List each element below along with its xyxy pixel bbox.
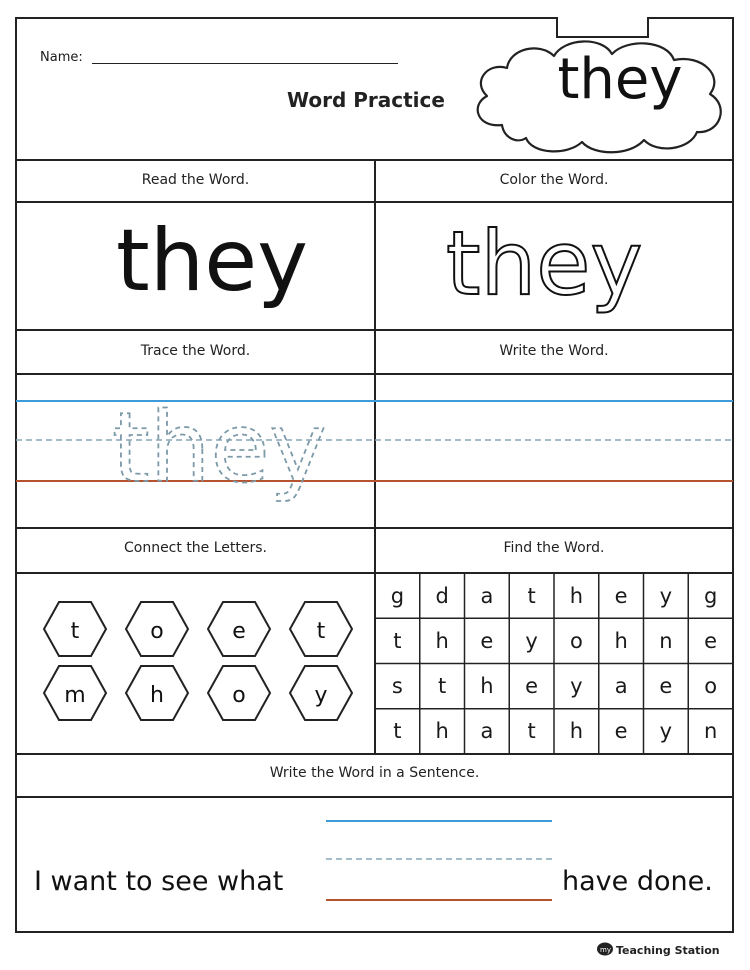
grid-letter-cell[interactable]: e bbox=[525, 674, 539, 699]
grid-letter-cell[interactable]: t bbox=[527, 583, 536, 608]
grid-letter-cell[interactable]: e bbox=[614, 583, 628, 608]
color-word-label: Color the Word. bbox=[499, 172, 609, 188]
grid-letter-cell[interactable]: n bbox=[703, 719, 718, 744]
trace-lines[interactable] bbox=[16, 374, 375, 528]
color-word-outline[interactable] bbox=[440, 210, 650, 320]
sentence-start: I want to see what bbox=[34, 866, 284, 897]
grid-letter-cell[interactable]: h bbox=[435, 719, 449, 744]
grid-letter-cell[interactable]: h bbox=[614, 628, 628, 653]
letter-hexagon[interactable] bbox=[42, 600, 108, 662]
letter-hexagon[interactable] bbox=[124, 664, 190, 726]
name-label: Name: bbox=[40, 50, 83, 65]
trace-word: they bbox=[112, 392, 327, 504]
grid-letter-cell[interactable]: h bbox=[569, 719, 584, 744]
brand-name: Teaching Station bbox=[616, 944, 720, 957]
write-word-label: Write the Word. bbox=[499, 343, 609, 359]
sentence-label: Write the Word in a Sentence. bbox=[269, 765, 480, 781]
name-input-line[interactable] bbox=[92, 63, 398, 64]
grid-letter-cell[interactable]: a bbox=[614, 674, 628, 699]
find-word-label: Find the Word. bbox=[503, 540, 605, 556]
grid-letter-cell[interactable]: y bbox=[659, 583, 673, 608]
grid-letter-cell[interactable]: t bbox=[393, 628, 402, 653]
hexagon-letter: o bbox=[150, 619, 164, 644]
hexagon-letter: o bbox=[232, 683, 246, 708]
letter-hexagon[interactable] bbox=[288, 664, 354, 726]
trace-word-label: Trace the Word. bbox=[140, 343, 251, 359]
grid-letter-cell[interactable]: e bbox=[480, 628, 494, 653]
letter-hexagon[interactable] bbox=[206, 600, 272, 662]
grid-letter-cell[interactable]: o bbox=[704, 674, 718, 699]
hexagon-letter: y bbox=[314, 683, 328, 708]
grid-letter-cell[interactable]: o bbox=[569, 628, 583, 653]
teaching-station-logo-icon bbox=[596, 941, 614, 957]
svg-text:my: my bbox=[600, 946, 611, 954]
grid-letter-cell[interactable]: e bbox=[614, 719, 628, 744]
page-title: Word Practice bbox=[287, 88, 445, 112]
hexagon-letter: h bbox=[150, 683, 164, 708]
hexagon-letter: m bbox=[64, 683, 86, 708]
grid-letter-cell[interactable]: t bbox=[393, 719, 402, 744]
grid-letter-cell[interactable]: a bbox=[480, 719, 494, 744]
read-word-label: Read the Word. bbox=[141, 172, 250, 188]
read-word: they bbox=[116, 211, 309, 311]
hexagon-letter: t bbox=[316, 619, 326, 644]
hexagon-letter: t bbox=[70, 619, 80, 644]
write-lines[interactable] bbox=[375, 374, 733, 528]
connect-letters-label: Connect the Letters. bbox=[123, 540, 268, 556]
grid-letter-cell[interactable]: h bbox=[435, 628, 449, 653]
grid-letter-cell[interactable]: e bbox=[659, 674, 673, 699]
grid-letter-cell[interactable]: y bbox=[525, 628, 538, 653]
cloud-word: they bbox=[557, 47, 683, 112]
grid-letter-cell[interactable]: h bbox=[569, 583, 584, 608]
grid-letter-cell[interactable]: h bbox=[480, 674, 494, 699]
sentence-writing-lines[interactable] bbox=[326, 812, 554, 904]
grid-letter-cell[interactable]: s bbox=[391, 674, 403, 699]
hexagon-letter: e bbox=[232, 619, 246, 644]
color-word: they bbox=[446, 212, 643, 315]
grid-letter-cell[interactable]: e bbox=[704, 628, 718, 653]
sentence-end: have done. bbox=[562, 866, 713, 897]
grid-letter-cell[interactable]: t bbox=[438, 674, 447, 699]
grid-letter-cell[interactable]: g bbox=[703, 583, 718, 608]
letter-hexagon[interactable] bbox=[42, 664, 108, 726]
grid-letter-cell[interactable]: n bbox=[659, 628, 673, 653]
grid-letter-cell[interactable]: y bbox=[659, 719, 673, 744]
grid-letter-cell[interactable]: y bbox=[570, 674, 583, 699]
letter-hexagon[interactable] bbox=[124, 600, 190, 662]
grid-letter-cell[interactable]: d bbox=[435, 583, 449, 608]
grid-letter-cell[interactable]: g bbox=[390, 583, 405, 608]
letter-hexagon[interactable] bbox=[206, 664, 272, 726]
grid-letter-cell[interactable]: t bbox=[527, 719, 536, 744]
letter-hexagon[interactable] bbox=[288, 600, 354, 662]
grid-letter-cell[interactable]: a bbox=[480, 583, 494, 608]
